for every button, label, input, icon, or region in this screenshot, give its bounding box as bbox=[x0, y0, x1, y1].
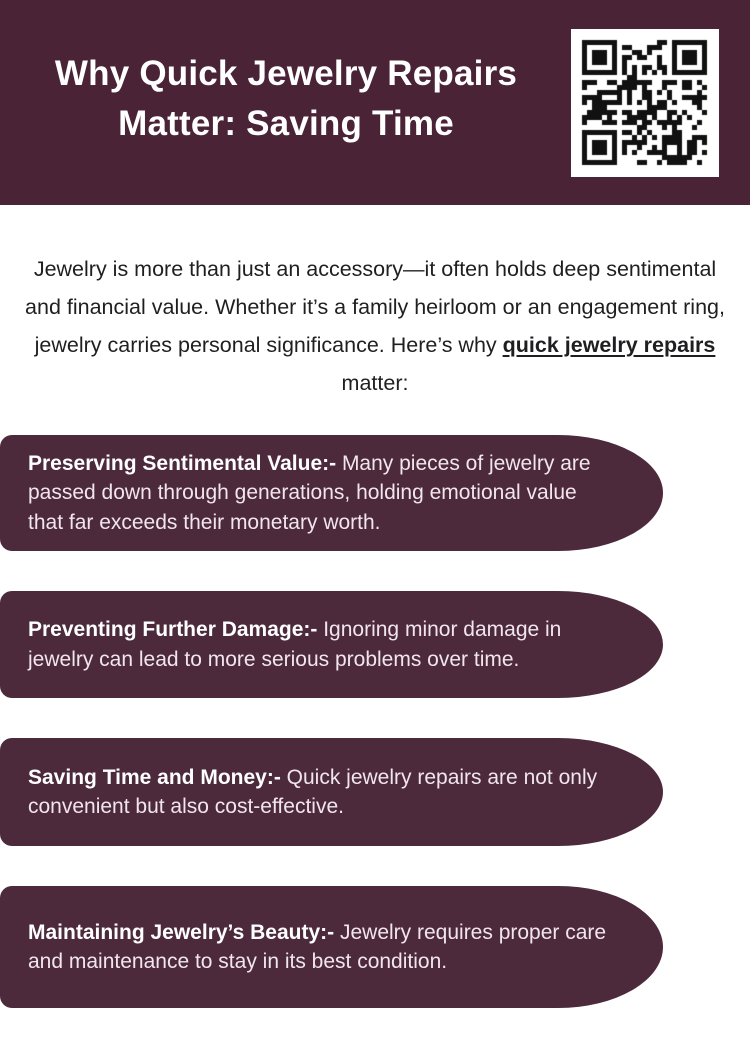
intro-paragraph bbox=[22, 205, 728, 402]
benefit-pill-preserving-sentimental-value bbox=[0, 435, 663, 551]
benefit-pill-preventing-further-damage bbox=[0, 591, 663, 698]
intro-text-before: Jewelry is more than just an accessory—it often holds deep sentimental and financial value. Whether it’s a family heirloom or an engagement ring, jewelry carries personal significance. Here’s why bbox=[25, 257, 725, 357]
benefit-body: Ignoring minor damage in jewelry can lead to more serious problems over time. bbox=[28, 618, 562, 671]
title-line-1: Why Quick Jewelry Repairs bbox=[54, 54, 518, 93]
quick-jewelry-repairs-link[interactable]: quick jewelry repairs bbox=[502, 333, 716, 357]
intro-text-after: matter: bbox=[341, 371, 409, 395]
benefit-pill-saving-time-and-money bbox=[0, 738, 663, 846]
benefit-title: Preserving Sentimental Value:- bbox=[28, 451, 337, 475]
benefit-list bbox=[0, 435, 750, 1008]
qr-code-icon bbox=[571, 29, 719, 177]
benefit-title: Saving Time and Money:- bbox=[28, 765, 281, 789]
benefit-title: Preventing Further Damage:- bbox=[28, 618, 318, 641]
benefit-text bbox=[28, 918, 616, 977]
qr-code-tile bbox=[571, 29, 719, 177]
benefit-body: Quick jewelry repairs are not only convenient but also cost-effective. bbox=[28, 765, 598, 818]
header-banner bbox=[0, 0, 750, 205]
benefit-pill-maintaining-jewelrys-beauty bbox=[0, 886, 663, 1008]
benefit-text bbox=[28, 763, 616, 822]
benefit-title: Maintaining Jewelry’s Beauty:- bbox=[28, 920, 335, 944]
benefit-body: Many pieces of jewelry are passed down through generations, holding emotional value that far exceeds their monetary worth. bbox=[28, 451, 591, 534]
title-line-2: Matter: Saving Time bbox=[118, 104, 454, 143]
benefit-text bbox=[28, 449, 616, 538]
page-title bbox=[0, 49, 572, 149]
benefit-text bbox=[28, 615, 616, 674]
benefit-body: Jewelry requires proper care and maintenance to stay in its best condition. bbox=[28, 920, 607, 973]
